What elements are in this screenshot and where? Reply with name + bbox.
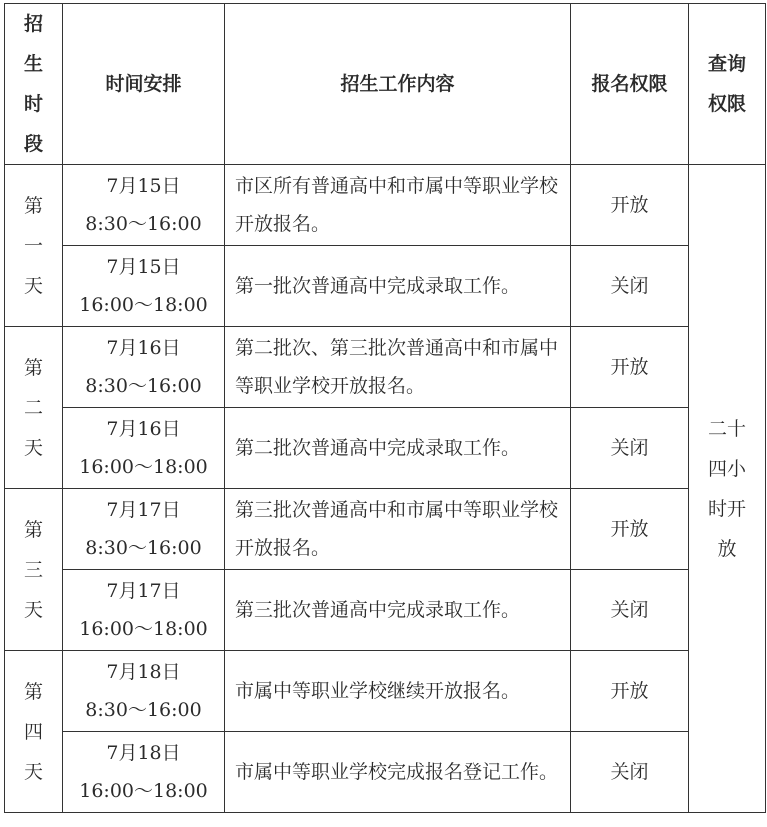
slot-time: 7月18日 16:00～18:00 (63, 732, 225, 813)
signup-permission: 关闭 (571, 732, 689, 813)
signup-permission: 关闭 (571, 246, 689, 327)
slot-content: 第二批次、第三批次普通高中和市属中等职业学校开放报名。 (225, 327, 571, 408)
day-label: 第 二 天 (5, 327, 63, 489)
slot-content: 市区所有普通高中和市属中等职业学校开放报名。 (225, 165, 571, 246)
header-time: 时间安排 (63, 4, 225, 165)
day-label: 第 一 天 (5, 165, 63, 327)
signup-permission: 开放 (571, 165, 689, 246)
table-row (5, 570, 766, 651)
table-row (5, 489, 766, 570)
slot-content: 市属中等职业学校继续开放报名。 (225, 651, 571, 732)
table-row (5, 651, 766, 732)
slot-content: 第三批次普通高中完成录取工作。 (225, 570, 571, 651)
table-row (5, 732, 766, 813)
header-signup-permission: 报名权限 (571, 4, 689, 165)
table-row (5, 327, 766, 408)
enrollment-schedule-table (4, 3, 766, 813)
slot-content: 市属中等职业学校完成报名登记工作。 (225, 732, 571, 813)
query-permission: 二十 四小 时开 放 (689, 165, 766, 813)
slot-content: 第二批次普通高中完成录取工作。 (225, 408, 571, 489)
header-row (5, 4, 766, 165)
signup-permission: 开放 (571, 489, 689, 570)
day-label: 第 三 天 (5, 489, 63, 651)
table-row (5, 165, 766, 246)
signup-permission: 关闭 (571, 570, 689, 651)
table-row (5, 246, 766, 327)
header-period: 招 生 时 段 (5, 4, 63, 165)
slot-time: 7月15日 16:00～18:00 (63, 246, 225, 327)
signup-permission: 开放 (571, 651, 689, 732)
signup-permission: 开放 (571, 327, 689, 408)
day-label: 第 四 天 (5, 651, 63, 813)
header-query-permission: 查询 权限 (689, 4, 766, 165)
table-row (5, 408, 766, 489)
signup-permission: 关闭 (571, 408, 689, 489)
slot-time: 7月17日 8:30～16:00 (63, 489, 225, 570)
slot-time: 7月15日 8:30～16:00 (63, 165, 225, 246)
slot-content: 第一批次普通高中完成录取工作。 (225, 246, 571, 327)
slot-content: 第三批次普通高中和市属中等职业学校开放报名。 (225, 489, 571, 570)
slot-time: 7月17日 16:00～18:00 (63, 570, 225, 651)
slot-time: 7月16日 16:00～18:00 (63, 408, 225, 489)
slot-time: 7月16日 8:30～16:00 (63, 327, 225, 408)
slot-time: 7月18日 8:30～16:00 (63, 651, 225, 732)
header-content: 招生工作内容 (225, 4, 571, 165)
